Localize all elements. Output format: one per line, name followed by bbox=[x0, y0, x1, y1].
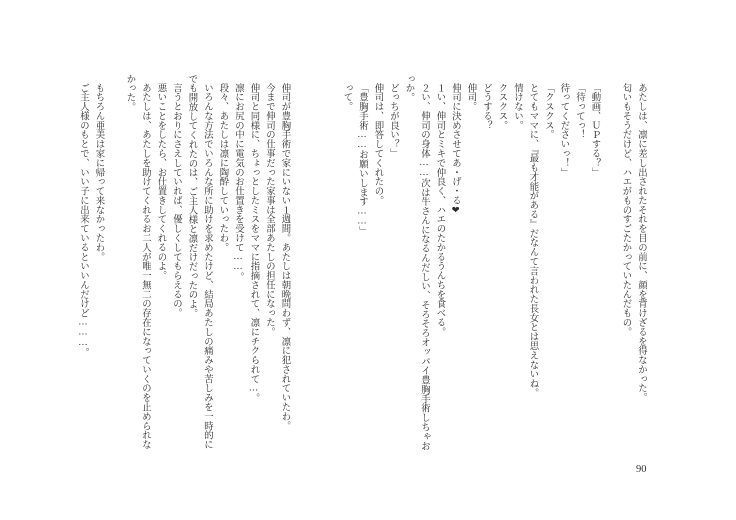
text-line: 凛にお尻の中に電気のお仕置きを受けて……。 bbox=[233, 83, 243, 282]
text-line: もちろん亜美は家に帰って来なかったわ。 bbox=[93, 83, 104, 262]
text-line: とてもママに、『最も才能がある』だなんて言われた長女とは思えないね。 bbox=[527, 83, 538, 398]
text-line: 「動画、ＵＰする？」 bbox=[589, 83, 600, 178]
text-line: いろんな方法でいろんな所に助けを求めたけど、結局あたしの痛みや苦しみを一時的にでも開放してくれたのは、ご主人様と凛だけだったのよ。 bbox=[186, 74, 212, 450]
text-line: 匂いもそうだけど、ハエがものすごたかっていたんだもの。 bbox=[620, 83, 631, 337]
text-line: 「豊胸手術……お願いします……」 bbox=[357, 83, 367, 237]
text-line: 情けない。 bbox=[512, 83, 522, 131]
text-line: 伸司は、即答してくれたの。 bbox=[372, 83, 383, 206]
blank-line bbox=[307, 74, 323, 452]
text-line: あたしは、凛に差し出されたそれを目の前に、顔を背けざるを得なかった。 bbox=[636, 83, 646, 403]
text-line: クスクス。 bbox=[496, 83, 507, 131]
text-line: 今まで伸司の仕事だった家事は全部あたしの担任になった。 bbox=[264, 83, 274, 337]
blank-line bbox=[106, 74, 122, 452]
blank-line bbox=[602, 74, 618, 452]
blank-line bbox=[292, 74, 308, 452]
text-line: どうする？ bbox=[481, 83, 491, 131]
page-number: 90 bbox=[636, 464, 647, 475]
text-line: 伸司。 bbox=[465, 83, 476, 112]
text-line: どっちが良い？」 bbox=[388, 83, 398, 159]
text-line: 段々、あたしは凛に陶酔していったわ。 bbox=[217, 83, 228, 253]
text-line: あたしは、あたしを助けてくれるお二人が唯一無二の存在になっていくのを止められなかった。 bbox=[124, 74, 150, 450]
text-line: ご主人様のもとで、いい子に出来ているといいんだけど………。 bbox=[78, 83, 88, 358]
text-line: 言うとおりにさえしていれば、優しくしてもらえるの。 bbox=[171, 83, 181, 319]
text-line: 待ってくださいっ！」 bbox=[558, 83, 569, 178]
text-line: 悪いことをしたら、お仕置きしてくれるのよ。 bbox=[155, 83, 166, 281]
text-line: １い、伸司とミキで仲良く、ハエのたかるうんちを食べる。 bbox=[434, 83, 445, 337]
text-line: 伸司に決めさせてあ・げ・る❤ bbox=[450, 83, 460, 217]
text-line: 伸司が豊胸手術で家にいない１週間。あたしは朝晩問わず、凛に犯されていたわ。 bbox=[279, 83, 290, 431]
vertical-text-body bbox=[70, 74, 648, 452]
text-line: ２い、伸司の身体……次は牛さんになるんだしい、そろそろオッパイ豊胸手術しちゃおっか。 bbox=[403, 74, 429, 451]
blank-line bbox=[323, 74, 339, 452]
text-line: 「待ってっ！ bbox=[574, 83, 584, 140]
text-line: って。 bbox=[341, 83, 352, 112]
text-line: 「クスクス。 bbox=[543, 83, 553, 140]
text-line: 伸司と同様に、ちょっとしたミスをママに指摘されて、凛にチクられて…。 bbox=[248, 83, 259, 404]
